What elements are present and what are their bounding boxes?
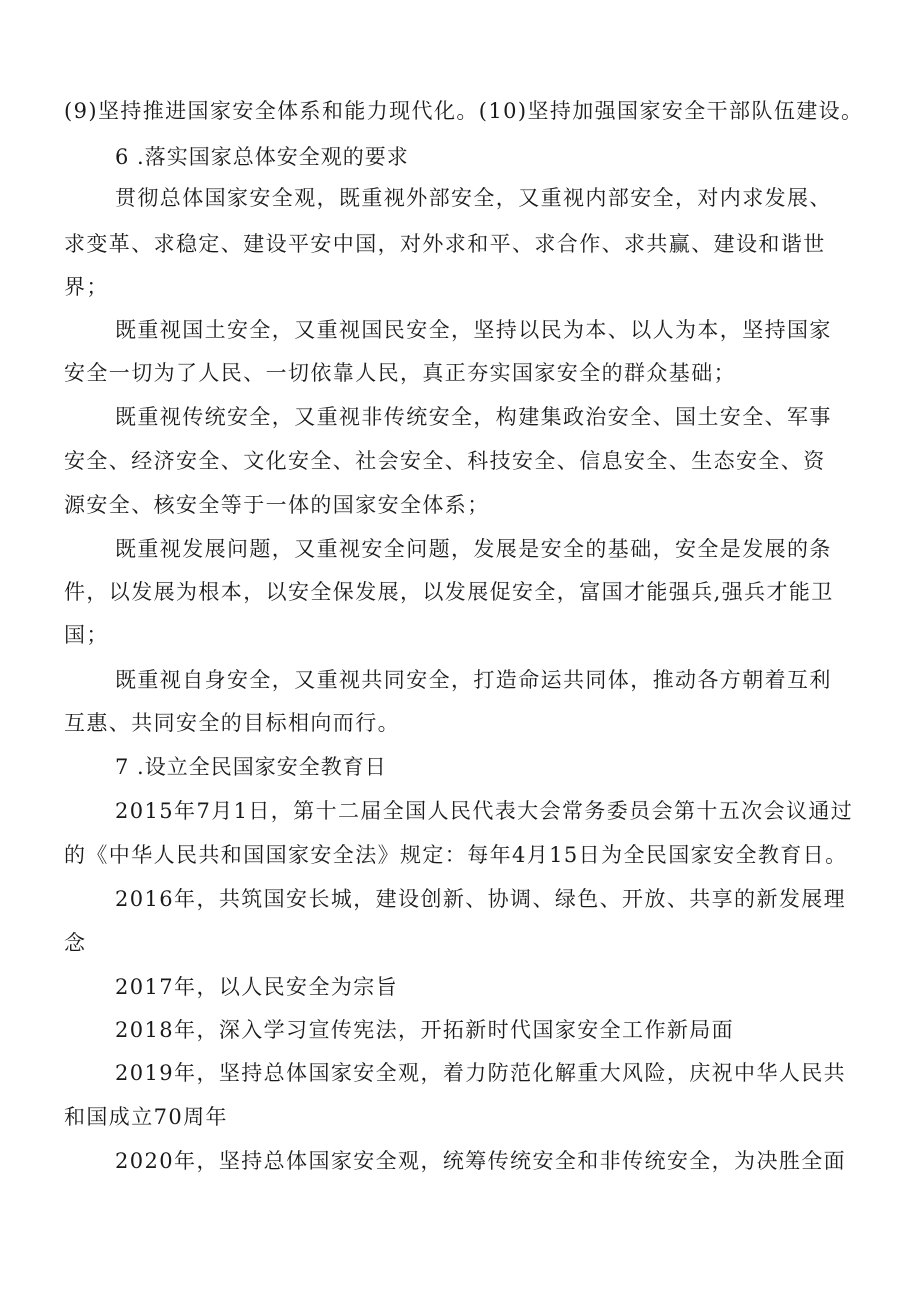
text-line: 2020年，坚持总体国家安全观，统筹传统安全和非传统安全，为决胜全面 (115, 1149, 847, 1173)
text-line: 2017年，以人民安全为宗旨 (115, 975, 399, 999)
text-line: 既重视自身安全，又重视共同安全，打造命运共同体，推动各方朝着互利 (115, 668, 832, 692)
text-line: 安全一切为了人民、一切依靠人民，真正夯实国家安全的群众基础； (64, 361, 736, 385)
text-line: 件，以发展为根本，以安全保发展，以发展促安全，富国才能强兵,强兵才能卫 (64, 580, 834, 604)
text-line: 互惠、共同安全的目标相向而行。 (64, 711, 400, 735)
text-line: 的《中华人民共和国国家安全法》规定：每年4月15日为全民国家安全教育日。 (64, 843, 848, 867)
text-line: 2016年，共筑国安长城，建设创新、协调、绿色、开放、共享的新发展理 (115, 887, 847, 911)
text-line: 2018年，深入学习宣传宪法，开拓新时代国家安全工作新局面 (115, 1018, 735, 1042)
text-line: 安全、经济安全、文化安全、社会安全、科技安全、信息安全、生态安全、资 (64, 449, 826, 473)
section-heading: 6 .落实国家总体安全观的要求 (115, 145, 409, 169)
text-line: 既重视国土安全，又重视国民安全，坚持以民为本、以人为本，坚持国家 (115, 318, 832, 342)
text-line: 2019年，坚持总体国家安全观，着力防范化解重大风险，庆祝中华人民共 (115, 1061, 847, 1085)
text-line: 2015年7月1日，第十二届全国人民代表大会常务委员会第十五次会议通过 (115, 799, 854, 823)
text-line: 求变革、求稳定、建设平安中国，对外求和平、求合作、求共赢、建设和谐世 (64, 232, 826, 256)
text-line: 和国成立70周年 (64, 1105, 228, 1129)
text-line: 既重视传统安全，又重视非传统安全，构建集政治安全、国土安全、军事 (115, 405, 832, 429)
section-heading: 7 .设立全民国家安全教育日 (115, 755, 387, 779)
text-line: 国； (64, 623, 109, 647)
text-line: 界； (64, 275, 109, 299)
text-line: 贯彻总体国家安全观，既重视外部安全，又重视内部安全，对内求发展、 (115, 186, 832, 210)
text-line: 源安全、核安全等于一体的国家安全体系； (64, 493, 490, 517)
text-line: 念 (64, 931, 87, 955)
text-line: 既重视发展问题，又重视安全问题，发展是安全的基础，安全是发展的条 (115, 537, 832, 561)
text-line: (9)坚持推进国家安全体系和能力现代化。(10)坚持加强国家安全干部队伍建设。 (64, 99, 864, 123)
